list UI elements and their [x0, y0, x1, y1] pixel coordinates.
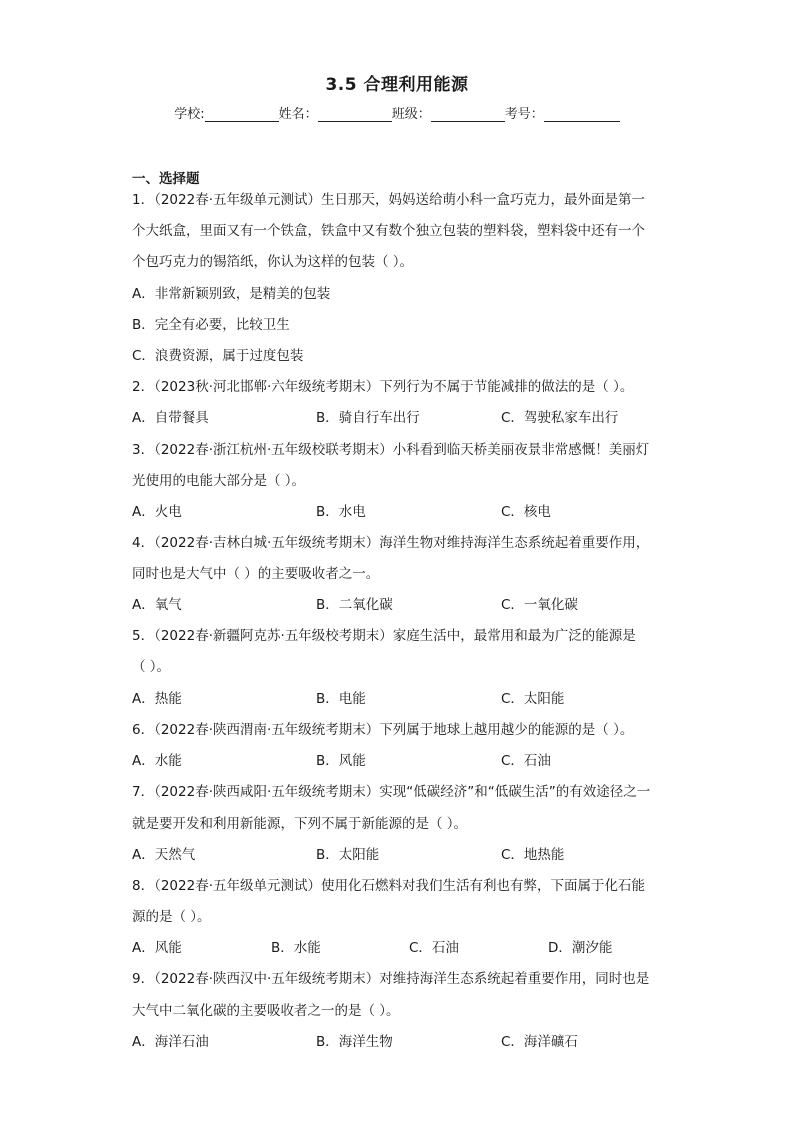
question-1-option-c[interactable]: C．浪费资源，属于过度包装 [132, 348, 304, 364]
question-5-option-c[interactable]: C．太阳能 [501, 691, 565, 707]
question-8-option-a[interactable]: A．风能 [132, 940, 182, 956]
question-9-option-c[interactable]: C．海洋礦石 [501, 1034, 578, 1050]
question-2-option-b[interactable]: B．骑自行车出行 [316, 410, 420, 426]
question-8-option-b[interactable]: B．水能 [271, 940, 321, 956]
question-2-line-1: 2．（2023秋·河北邯郸·六年级统考期末）下列行为不属于节能减排的做法的是（ ）。 [132, 379, 634, 395]
question-1-line-2: 个大纸盒，里面又有一个铁盒，铁盒中又有数个独立包装的塑料袋，塑料袋中还有一个 [132, 223, 645, 239]
question-1-option-b[interactable]: B．完全有必要，比较卫生 [132, 317, 290, 333]
question-1-line-3: 个包巧克力的锡箔纸，你认为这样的包装（ ）。 [132, 254, 414, 270]
question-4-line-1: 4．（2022春·吉林白城·五年级统考期末）海洋生物对维持海洋生态系统起着重要作用， [132, 535, 650, 551]
question-9-options [132, 1033, 672, 1051]
student-info-line [0, 103, 794, 122]
question-2-option-c[interactable]: C．驾驶私家车出行 [501, 410, 619, 426]
question-7-option-b[interactable]: B．太阳能 [316, 847, 380, 863]
school-label: 学校: [174, 107, 205, 122]
question-5-option-a[interactable]: A．热能 [132, 691, 182, 707]
question-8-options [132, 939, 672, 957]
question-8-line-1: 8．（2022春·五年级单元测试）使用化石燃料对我们生活有利也有弊，下面属于化石能 [132, 878, 645, 894]
question-4-option-a[interactable]: A．氧气 [132, 597, 182, 613]
question-7-line-1: 7．（2022春·陕西咸阳·五年级统考期末）实现“低碳经济”和“低碳生活”的有效途径之一 [132, 784, 651, 800]
question-7-option-c[interactable]: C．地热能 [501, 847, 565, 863]
question-9-line-2: 大气中二氧化碳的主要吸收者之一的是（ ）。 [132, 1003, 400, 1019]
school-blank[interactable] [205, 107, 279, 122]
name-blank[interactable] [318, 107, 392, 122]
question-6-option-c[interactable]: C．石油 [501, 753, 551, 769]
question-8-option-c[interactable]: C．石油 [409, 940, 459, 956]
question-9-line-1: 9．（2022春·陕西汉中·五年级统考期末）对维持海洋生态系统起着重要作用，同时也是 [132, 971, 650, 987]
question-3-option-a[interactable]: A．火电 [132, 504, 182, 520]
page-title: 3.5 合理利用能源 [325, 75, 469, 95]
question-2-options [132, 409, 672, 427]
section-heading: 一、选择题 [132, 171, 200, 187]
question-9-option-a[interactable]: A．海洋石油 [132, 1034, 209, 1050]
class-label: 班级： [391, 107, 431, 122]
question-8-option-d[interactable]: D．潮汐能 [548, 940, 613, 956]
question-7-options [132, 846, 672, 864]
question-3-line-1: 3．（2022春·浙江杭州·五年级校联考期末）小科看到临天桥美丽夜景非常感慨！美丽灯 [132, 442, 650, 458]
question-3-options [132, 503, 672, 521]
question-1-line-1: 1．（2022春·五年级单元测试）生日那天，妈妈送给萌小科一盒巧克力，最外面是第一 [132, 192, 645, 208]
question-5-option-b[interactable]: B．电能 [316, 691, 366, 707]
question-2-option-a[interactable]: A．自带餐具 [132, 410, 209, 426]
question-5-line-1: 5．（2022春·新疆阿克苏·五年级校考期末）家庭生活中，最常用和最为广泛的能源是 [132, 628, 636, 644]
exam-no-blank[interactable] [544, 107, 620, 122]
question-7-line-2: 就是要开发和利用新能源，下列不属于新能源的是（ ）。 [132, 816, 468, 832]
question-4-line-2: 同时也是大气中（ ）的主要吸收者之一。 [132, 566, 380, 582]
question-4-option-b[interactable]: B．二氧化碳 [316, 597, 393, 613]
name-label: 姓名： [278, 107, 318, 122]
question-3-option-b[interactable]: B．水电 [316, 504, 366, 520]
question-6-option-b[interactable]: B．风能 [316, 753, 366, 769]
question-5-options [132, 690, 672, 708]
question-8-line-2: 源的是（ ）。 [132, 909, 211, 925]
question-6-options [132, 752, 672, 770]
question-4-option-c[interactable]: C．一氧化碳 [501, 597, 578, 613]
question-1-option-a[interactable]: A．非常新颖别致，是精美的包装 [132, 286, 331, 302]
class-blank[interactable] [431, 107, 505, 122]
question-6-option-a[interactable]: A．水能 [132, 753, 182, 769]
exam-no-label: 考号： [504, 107, 544, 122]
question-6-line-1: 6．（2022春·陕西渭南·五年级统考期末）下列属于地球上越用越少的能源的是（ ）。 [132, 722, 634, 738]
question-7-option-a[interactable]: A．天然气 [132, 847, 196, 863]
question-5-line-2: （ ）。 [132, 659, 171, 675]
question-3-option-c[interactable]: C．核电 [501, 504, 551, 520]
question-4-options [132, 596, 672, 614]
question-9-option-b[interactable]: B．海洋生物 [316, 1034, 393, 1050]
question-3-line-2: 光使用的电能大部分是（ ）。 [132, 473, 306, 489]
